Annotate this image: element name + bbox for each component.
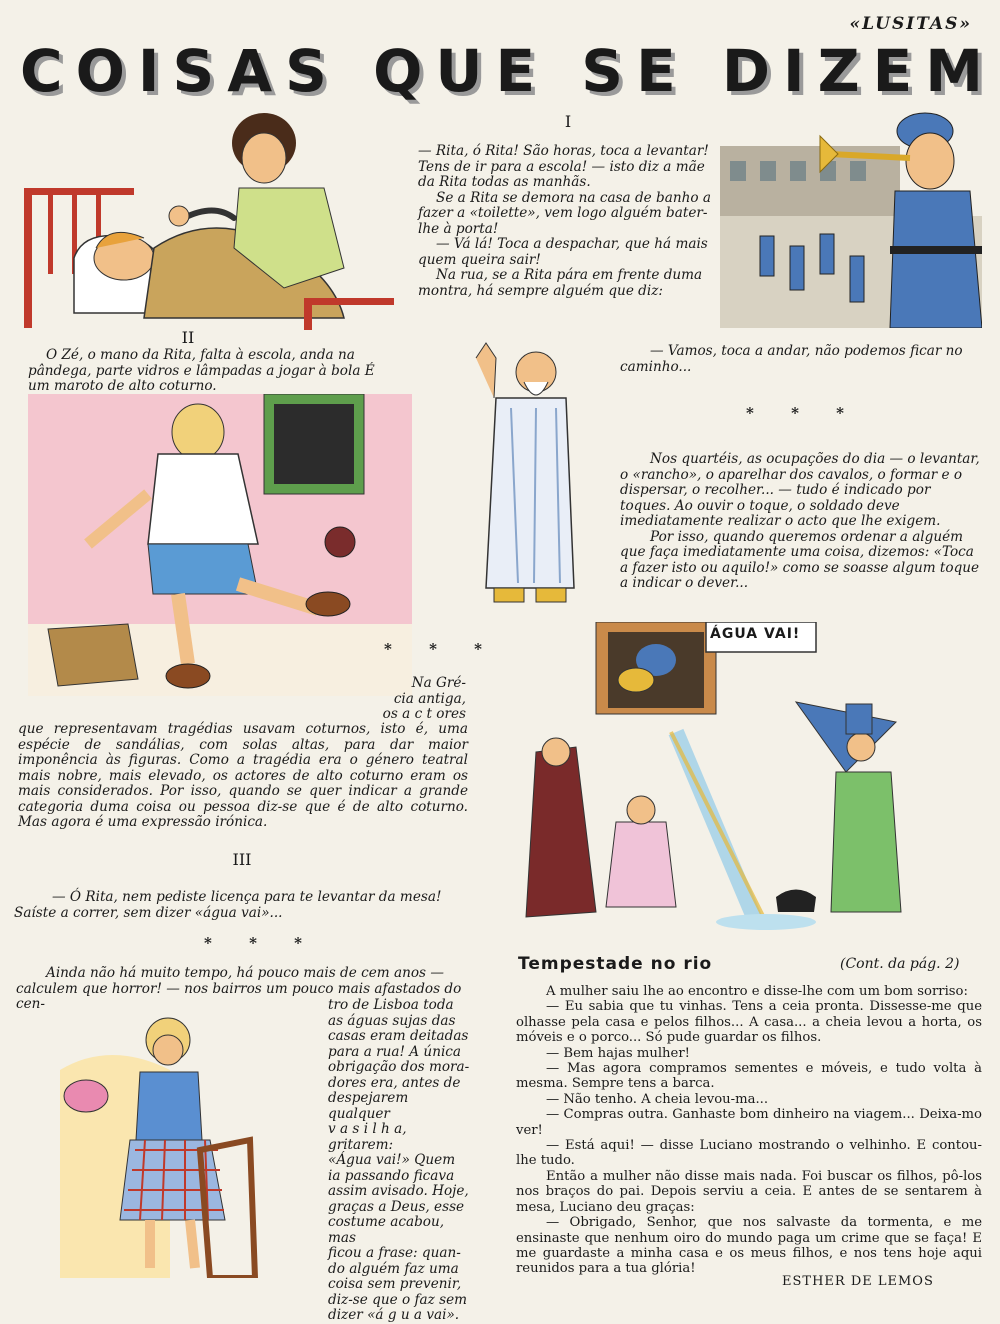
line: os a c t ores (382, 706, 466, 722)
paragraph: Nos quartéis, as ocupações do dia — o levantar, o «rancho», o aparelhar dos cavalos, o formar e o dispersar, o recolher... — tudo é indicado por toques. Ao ouvir o toque, o soldado deve imediatamente realizar o acto que lhe exigem. (620, 451, 980, 529)
line: despejarem qualquer (328, 1090, 409, 1122)
paragraph: — Compras outra. Ganhaste bom dinheiro na viagem... Deixa-mo ver! (516, 1107, 982, 1138)
line: assim avisado. Hoje, (328, 1183, 469, 1199)
section-i-text (418, 144, 713, 299)
paragraph: Se a Rita se demora na casa de banho a fazer a «toilette», vem logo alguém bater-lhe à porta! (418, 189, 711, 237)
section-iii-narrow (328, 998, 470, 1324)
paragraph: Por isso, quando queremos ordenar a alguém que faça imediatamente uma coisa, dizemos: «Toca a fazer isto ou aquilo!» como se soasse algum toque a indicar o dever... (620, 528, 980, 591)
section-numeral-ii: II (181, 328, 195, 347)
magazine-name: «LUSITAS» (849, 14, 972, 34)
line: diz-se que o faz sem (328, 1291, 468, 1308)
separator-stars: * * * (204, 934, 318, 952)
line: ia passando ficava (328, 1167, 455, 1184)
line: obrigação dos mora- (328, 1059, 470, 1075)
section-ii-paragraph: O Zé, o mano da Rita, falta à escola, anda na pândega, parte vidros e lâmpadas a jogar à bola É um maroto de alto coturno. (28, 347, 375, 394)
illustration-bugler (720, 106, 982, 328)
paragraph: Na rua, se a Rita pára em frente duma montra, há sempre alguém que diz: (418, 267, 703, 299)
line: coisa sem prevenir, (328, 1276, 462, 1292)
paragraph: — Eu sabia que tu vinhas. Tens a ceia pronta. Dissesse-me que olhasse pela casa e pelos filhos... A casa... a cheia levou a horta, os móveis e o porco... Só pude guardar os filhos. (516, 999, 982, 1046)
page-title: COISAS QUE SE DIZEM (20, 37, 996, 105)
line: dores era, antes de (328, 1074, 461, 1091)
story-author: ESTHER DE LEMOS (782, 1274, 934, 1289)
line: costume acabou, mas (328, 1214, 445, 1246)
greece-intro (380, 676, 466, 723)
section-iii-paragraph: — Ó Rita, nem pediste licença para te levantar da mesa! Saíste a correr, sem dizer «água vai»... (14, 889, 442, 921)
line: Na Gré- (411, 675, 466, 691)
line: dizer «á g u a vai». (328, 1307, 460, 1323)
line: do alguém faz uma (328, 1260, 459, 1277)
line: cia antiga, (393, 690, 466, 707)
paragraph: — Não tenho. A cheia levou-ma... (546, 1091, 769, 1107)
line: as águas sujas das (328, 1012, 456, 1029)
section-iii-intro: Ainda não há muito tempo, há pouco mais de cem anos — calculem que horror! — nos bairros um pouco mais afastados do cen- (16, 965, 462, 1012)
illustration-greek-actor (456, 338, 590, 613)
line: graças a Deus, esse (328, 1198, 465, 1215)
line: «Água vai!» Quem (328, 1152, 456, 1168)
section-i-quote: — Vamos, toca a andar, não podemos ficar no caminho... (620, 343, 963, 375)
illustration-girl-chair (50, 1010, 262, 1278)
separator-stars: * * * (746, 404, 860, 422)
paragraph: — Bem hajas mulher! (546, 1045, 690, 1061)
section-numeral-iii: III (232, 850, 252, 869)
separator-stars: * * * (384, 640, 498, 658)
section-numeral-i: I (564, 112, 572, 131)
paragraph: — Rita, ó Rita! São horas, toca a levantar! Tens de ir para a escola! — isto diz a mãe da Rita todas as manhãs. (418, 143, 709, 190)
paragraph: — Obrigado, Senhor, que nos salvaste da tormenta, e me ensinaste que nenhum oiro do mundo paga um crime que se faça! E me guardaste a minha casa e os meus filhos, e nos tens hoje aqui reunidos para a tua glória! (516, 1215, 982, 1277)
paragraph: Então a mulher não disse mais nada. Foi buscar os filhos, pô-los nos braços do pai. Depois serviu a ceia. E antes de se sentarem à mesa, Luciano deu graças: (516, 1168, 982, 1215)
speech-bubble-text: ÁGUA VAI! (710, 626, 801, 642)
illustration-rita-bed (14, 108, 394, 330)
story-text (516, 984, 982, 1277)
line: casas eram deitadas (328, 1028, 469, 1044)
paragraph: — Mas agora compramos sementes e móveis, e tudo volta à mesma. Sempre tens a barca. (516, 1061, 982, 1092)
story-continuation: (Cont. da pág. 2) (840, 956, 960, 972)
greece-paragraph: que representavam tragédias usavam coturnos, isto é, uma espécie de sandálias, com solas altas, para dar maior imponência às figuras. Como a tragédia era o género teatral mais nobre, mais elevado, os actores de alto coturno eram os mais considerados. Por isso, quando se quer indicar a grande categoria duma coisa ou pessoa diz-se que é de alto coturno. Mas agora é uma expressão irónica. (18, 721, 468, 830)
line: para a rua! A única (328, 1043, 462, 1060)
section-i-text-2 (620, 452, 982, 592)
illustration-ze-ball (28, 394, 412, 696)
story-title: Tempestade no rio (518, 954, 713, 974)
line: tro de Lisboa toda (328, 997, 454, 1013)
paragraph: A mulher saiu lhe ao encontro e disse-lhe com um bom sorriso: (546, 984, 968, 999)
line: ficou a frase: quan- (328, 1245, 461, 1261)
paragraph: — Vá lá! Toca a despachar, que há mais quem queira sair! (418, 236, 708, 268)
line: v a s i l h a, gritarem: (328, 1121, 407, 1153)
paragraph: — Está aqui! — disse Luciano mostrando o velhinho. E contou-lhe tudo. (516, 1138, 982, 1169)
illustration-agua-vai (496, 622, 982, 934)
